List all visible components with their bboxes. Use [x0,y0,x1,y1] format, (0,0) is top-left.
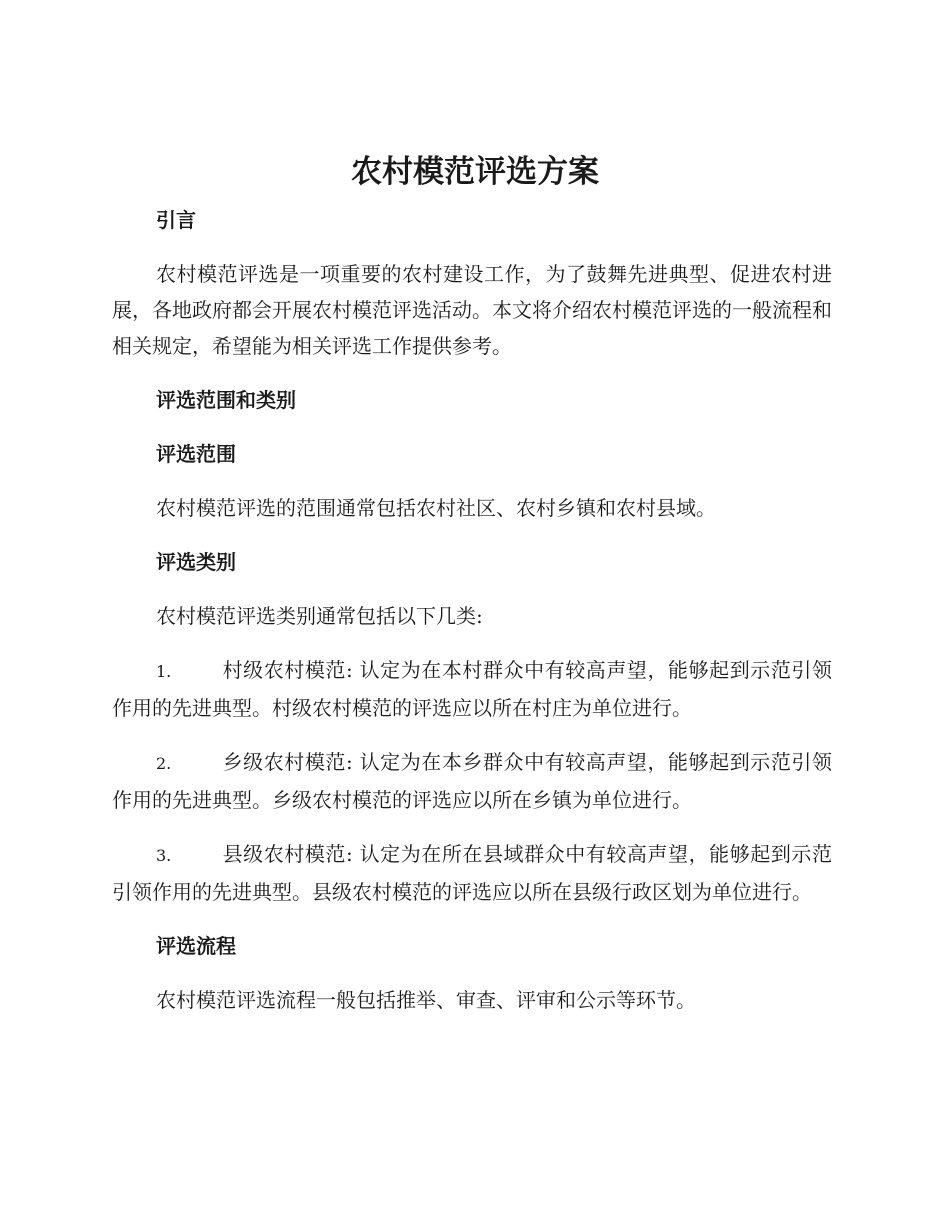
list-number: 3. [156,846,172,865]
list-number: 2. [156,754,172,773]
list-text: 村级农村模范: 认定为在本村群众中有较高声望，能够起到示范引领作用的先进典型。村级农村模范的评选应以所在村庄为单位进行。 [112,658,832,720]
list-text: 县级农村模范: 认定为在所在县域群众中有较高声望，能够起到示范引领作用的先进典型。县级农村模范的评选应以所在县级行政区划为单位进行。 [112,842,832,904]
category-paragraph: 农村模范评选类别通常包括以下几类: [156,604,483,628]
document-body [112,202,832,1036]
list-number: 1. [156,662,172,681]
scope-heading: 评选范围 [156,442,236,466]
scope-paragraph: 农村模范评选的范围通常包括农村社区、农村乡镇和农村县域。 [156,496,716,520]
list-item [112,652,832,726]
intro-paragraph: 农村模范评选是一项重要的农村建设工作，为了鼓舞先进典型、促进农村进展，各地政府都会开展农村模范评选活动。本文将介绍农村模范评选的一般流程和相关规定，希望能为相关评选工作提供参考。 [112,262,832,358]
category-heading: 评选类别 [156,550,236,574]
list-item [112,836,832,910]
intro-heading: 引言 [156,208,196,232]
document-title: 农村模范评选方案 [351,154,599,190]
list-item [112,744,832,818]
process-heading: 评选流程 [156,934,236,958]
scope-category-heading: 评选范围和类别 [156,388,296,412]
process-paragraph: 农村模范评选流程一般包括推举、审查、评审和公示等环节。 [156,988,696,1012]
list-text: 乡级农村模范: 认定为在本乡群众中有较高声望，能够起到示范引领作用的先进典型。乡级农村模范的评选应以所在乡镇为单位进行。 [112,750,832,812]
